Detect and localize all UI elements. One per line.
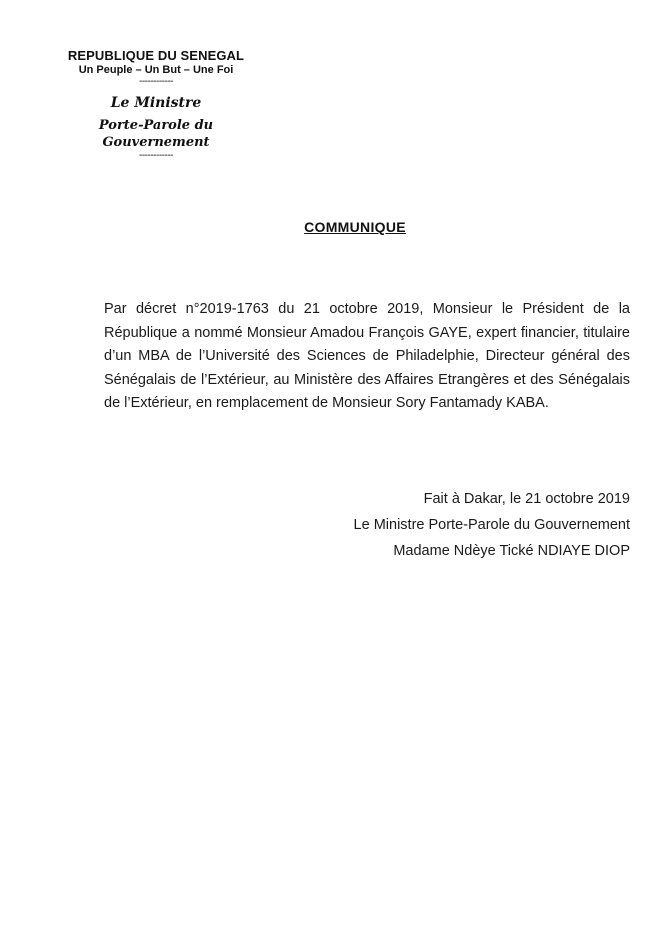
separator: ------------: [139, 76, 173, 87]
ministry-subtitle: Porte-Parole du Gouvernement: [98, 118, 214, 150]
separator-2: ------------: [139, 150, 173, 161]
document-title: COMMUNIQUE: [304, 219, 406, 235]
national-motto: Un Peuple – Un But – Une Foi: [78, 64, 234, 76]
letterhead: [56, 48, 256, 160]
ministry-title: Le Ministre: [110, 95, 202, 111]
country-name: REPUBLIQUE DU SENEGAL: [67, 48, 245, 63]
signature-block: [354, 486, 630, 564]
signatory-role: Le Ministre Porte-Parole du Gouvernement: [353, 517, 630, 533]
communique-body: Par décret n°2019-1763 du 21 octobre 2019, Monsieur le Président de la République a nommé Monsieur Amadou François GAYE, expert financier, titulaire d’un MBA de l’Université des Sciences de Philadelphie, Directeur général des Sénégalais de l’Extérieur, au Ministère des Affaires Etrangères et des Sénégalais de l’Extérieur, en remplacement de Monsieur Sory Fantamady KABA.: [104, 301, 630, 411]
place-date: Fait à Dakar, le 21 octobre 2019: [423, 491, 630, 507]
signatory-name: Madame Ndèye Tické NDIAYE DIOP: [393, 543, 630, 559]
